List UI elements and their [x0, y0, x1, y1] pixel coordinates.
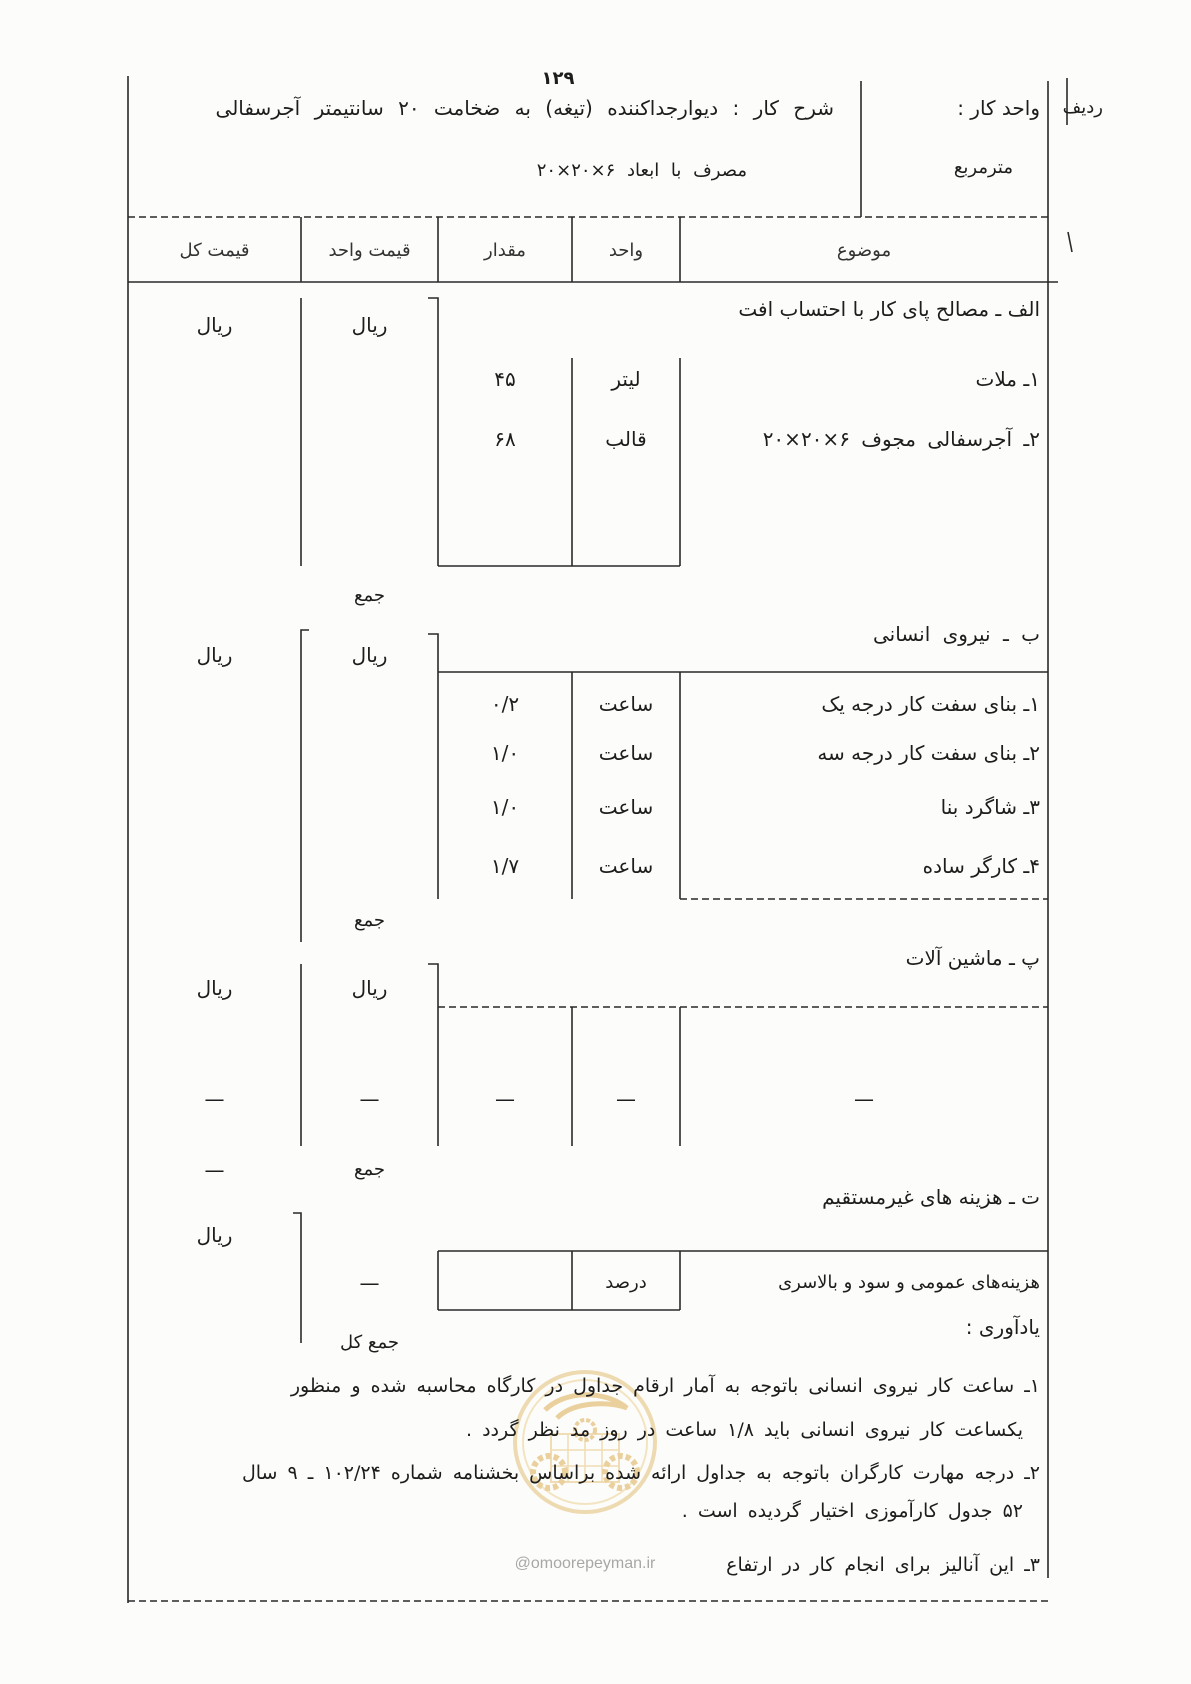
note-line: ۵۲ جدول کارآموزی اختیار گردیده است .	[681, 1500, 1023, 1522]
empty-dash: —	[495, 1087, 515, 1111]
column-header-quantity: مقدار	[484, 240, 526, 261]
empty-dash: —	[854, 1087, 874, 1111]
currency-label: ریال	[351, 643, 388, 667]
row-label: ردیف	[1062, 97, 1103, 118]
column-header-total-price: قیمت کل	[179, 240, 250, 261]
note-line: ۲ـ درجه مهارت کارگران باتوجه به جداول ارائه شده براساس بخشنامه شماره ۱۰۲/۲۴ ـ ۹ سال	[241, 1462, 1040, 1484]
item-description: ۲ـ آجرسفالی مجوف ۶×۲۰×۲۰	[762, 427, 1040, 451]
section-title-materials: الف ـ مصالح پای کار با احتساب افت	[738, 297, 1040, 321]
margin-mark	[1068, 232, 1072, 252]
notes-title: یادآوری :	[965, 1315, 1040, 1339]
note-line: یکساعت کار نیروی انسانی باید ۱/۸ ساعت در روز مد نظر گردد .	[466, 1419, 1023, 1441]
column-header-unit-price: قیمت واحد	[328, 240, 411, 261]
currency-label: ریال	[196, 313, 233, 337]
item-unit: قالب	[605, 427, 647, 451]
item-description: ۱ـ ملات	[975, 367, 1040, 391]
consumption-dimensions: مصرف با ابعاد ۶×۲۰×۲۰	[536, 160, 747, 181]
currency-label: ریال	[351, 313, 388, 337]
item-unit: لیتر	[611, 367, 641, 391]
column-header-unit: واحد	[608, 240, 644, 261]
item-quantity: ۱/۷	[490, 854, 520, 878]
work-description: شرح کار : دیوارجداکننده (تیغه) به ضخامت ۲۰ سانتیمتر آجرسفالی	[215, 96, 834, 120]
section-title-labor: ب ـ نیروی انسانی	[872, 622, 1040, 646]
currency-label: ریال	[196, 1223, 233, 1247]
item-quantity: ۴۵	[494, 367, 516, 391]
section-title-indirect: ت ـ هزینه های غیرمستقیم	[822, 1185, 1040, 1209]
section-title-machinery: پ ـ ماشین آلات	[905, 946, 1040, 970]
item-quantity: ۱/۰	[490, 741, 520, 765]
item-unit: ساعت	[598, 795, 654, 819]
empty-dash: —	[616, 1087, 636, 1111]
column-header-description: موضوع	[836, 240, 892, 261]
item-description: ۲ـ بنای سفت کار درجه سه	[817, 741, 1040, 765]
item-description: ۴ـ کارگر ساده	[922, 854, 1040, 878]
currency-label: ریال	[196, 976, 233, 1000]
sum-label: جمع	[353, 910, 386, 931]
currency-label: ریال	[196, 643, 233, 667]
empty-dash: —	[359, 1271, 380, 1295]
note-line: ۱ـ ساعت کار نیروی انسانی باتوجه به آمار ارقام جداول در کارگاه محاسبه شده و منظور	[290, 1375, 1040, 1397]
currency-label: ریال	[351, 976, 388, 1000]
empty-dash: —	[204, 1087, 225, 1111]
item-description: ۳ـ شاگرد بنا	[940, 795, 1040, 819]
grand-total-label: جمع کل	[339, 1332, 400, 1353]
sum-label: جمع	[353, 585, 386, 606]
unit-label: واحد کار :	[957, 96, 1040, 120]
empty-dash: —	[204, 1158, 225, 1182]
item-description: هزینه‌های عمومی و سود و بالاسری	[778, 1272, 1040, 1293]
item-quantity: ۰/۲	[490, 692, 520, 716]
item-quantity: ۱/۰	[490, 795, 520, 819]
unit-value: مترمربع	[953, 157, 1013, 178]
item-description: ۱ـ بنای سفت کار درجه یک	[821, 692, 1040, 716]
item-quantity: ۶۸	[494, 427, 516, 451]
watermark-text: @omoorepeyman.ir	[514, 1555, 656, 1572]
empty-dash: —	[359, 1087, 380, 1111]
item-unit: ساعت	[598, 854, 654, 878]
item-unit: ساعت	[598, 692, 654, 716]
item-unit: درصد	[605, 1272, 647, 1293]
page-number: ۱۲۹	[541, 68, 575, 89]
note-line: ۳ـ این آنالیز برای انجام کار در ارتفاع	[726, 1554, 1040, 1576]
item-unit: ساعت	[598, 741, 654, 765]
sum-label: جمع	[353, 1159, 386, 1180]
